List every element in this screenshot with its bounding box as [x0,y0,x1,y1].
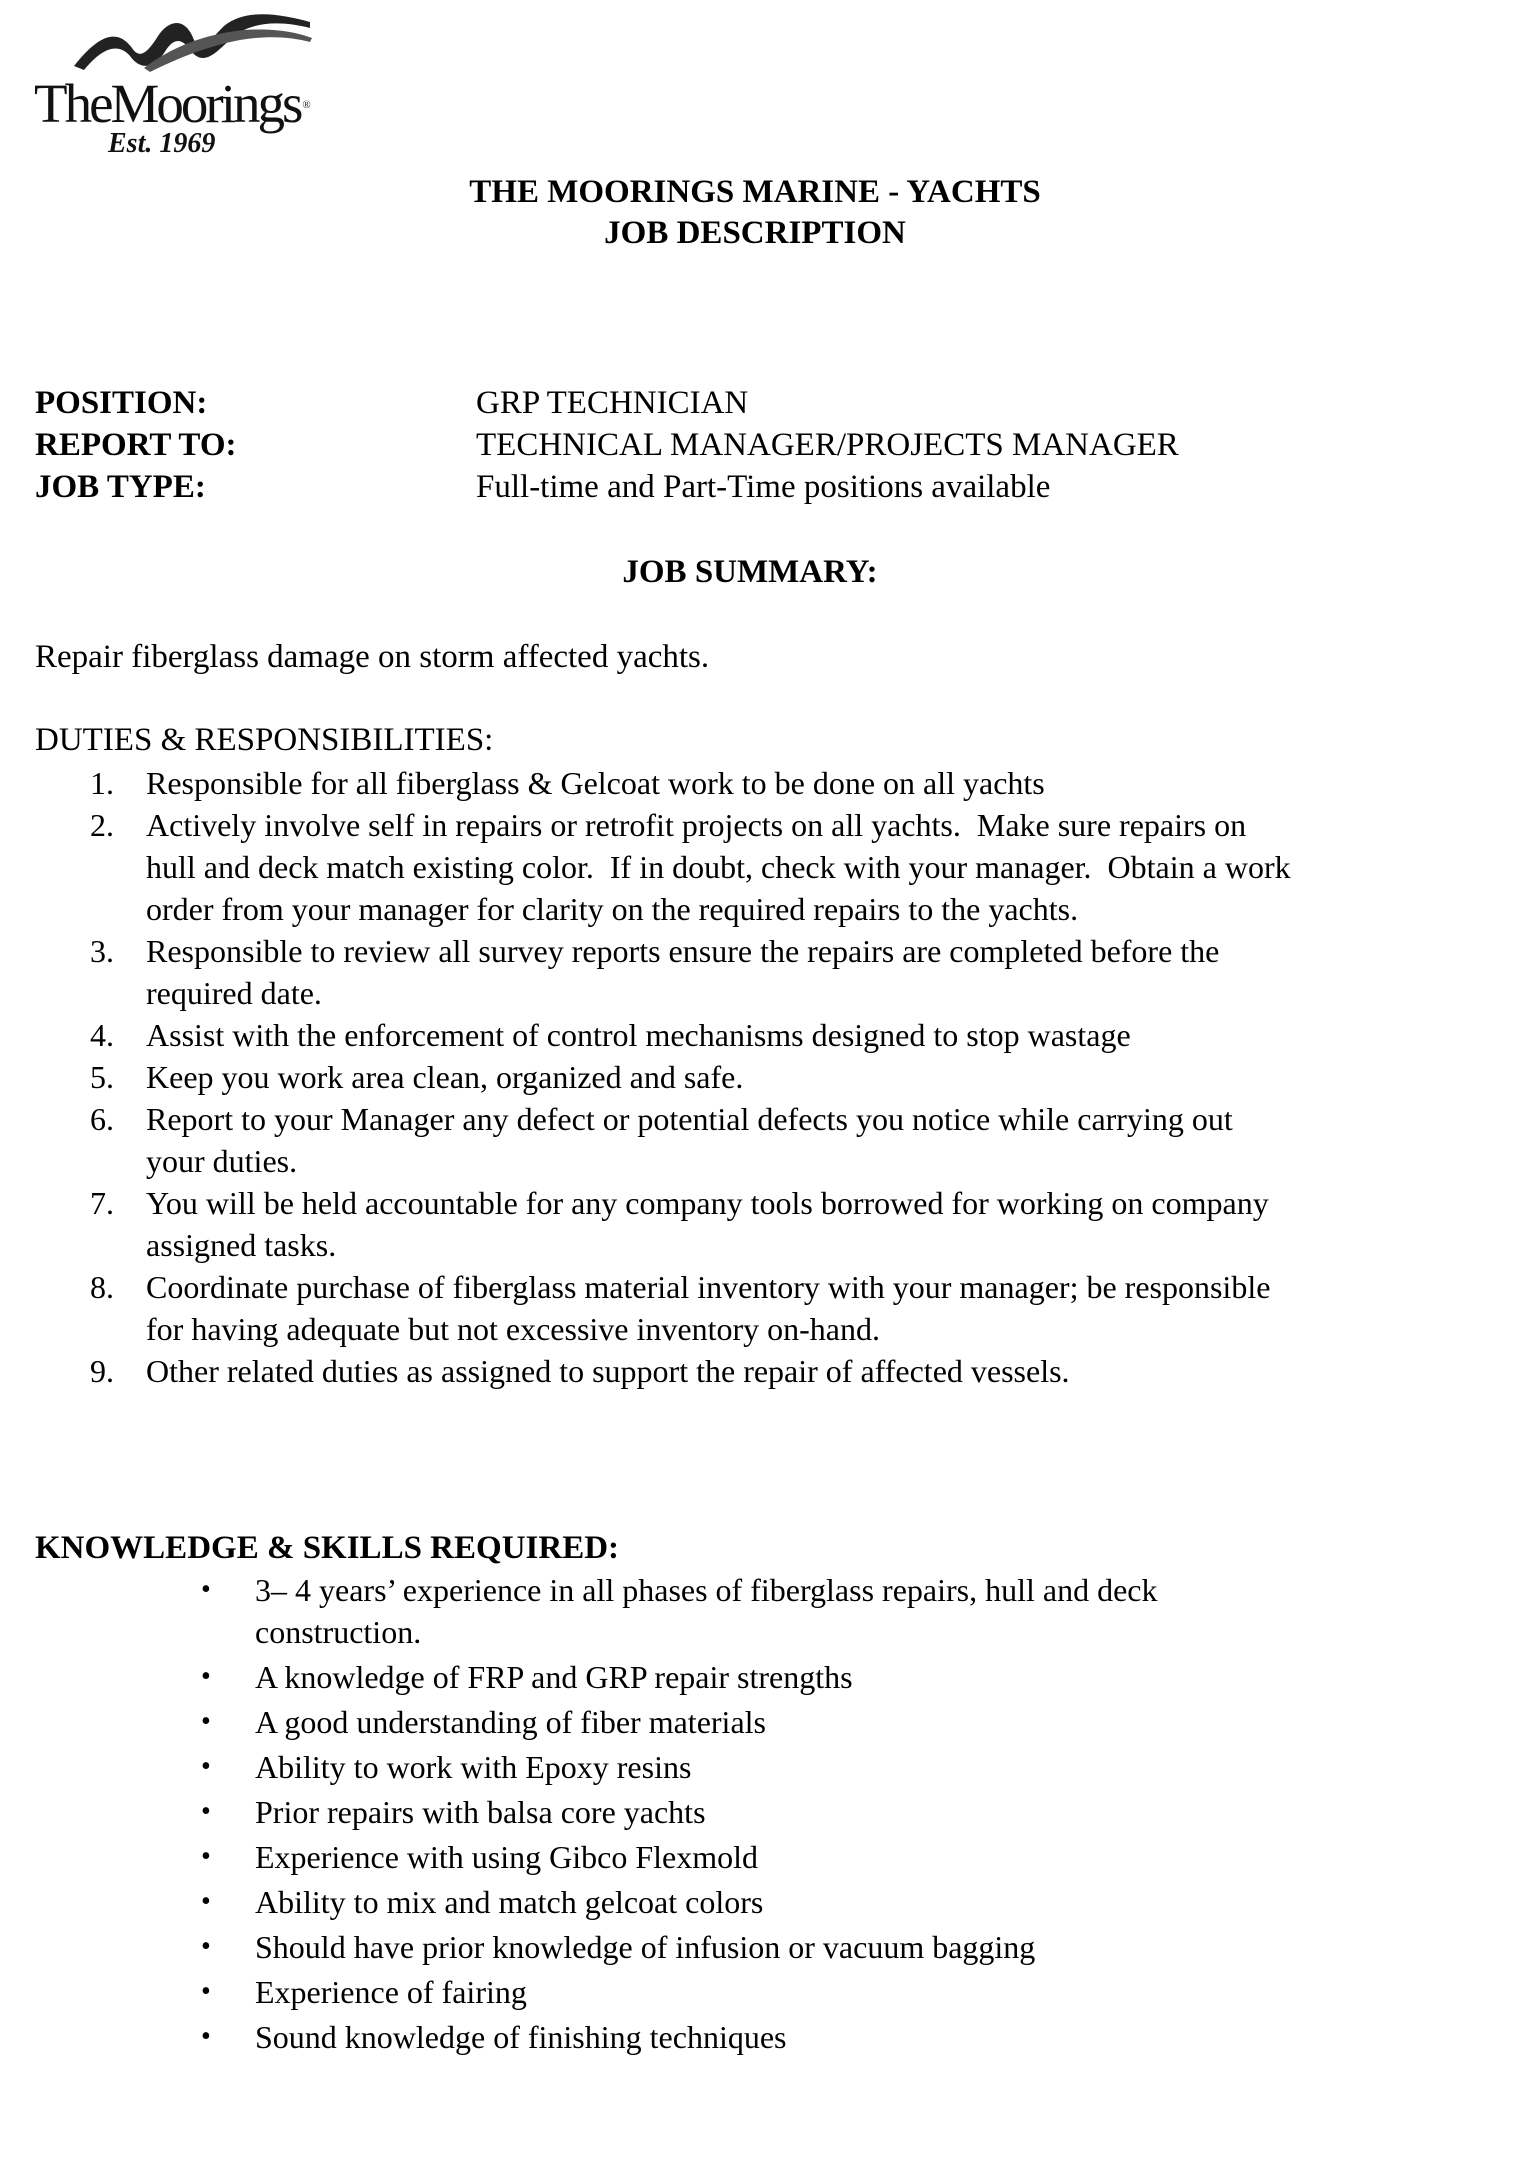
duty-text-line: Actively involve self in repairs or retrofit projects on all yachts. Make sure repairs on [146,807,1247,843]
duty-item [35,762,1485,804]
duty-text-line: Other related duties as assigned to support the repair of affected vessels. [146,1353,1070,1389]
bullet-icon: • [201,2021,211,2052]
duty-text-line: Coordinate purchase of fiberglass material inventory with your manager; be responsible [146,1269,1271,1305]
logo-wordmark: TheMoorings ® [34,73,311,134]
duty-item [35,804,1485,930]
report-to-value: TECHNICAL MANAGER/PROJECTS MANAGER [476,427,1179,463]
job-type-value: Full-time and Part-Time positions available [476,469,1051,505]
job-summary-text: Repair fiberglass damage on storm affected yachts. [35,639,710,675]
skill-text-line: 3– 4 years’ experience in all phases of fiberglass repairs, hull and deck [255,1572,1158,1608]
moorings-logo [34,8,324,158]
duty-item [35,1014,1485,1056]
bullet-icon: • [201,1706,211,1737]
skill-item [35,1836,1335,1878]
duty-number: 8. [90,1269,114,1305]
duty-text-line: hull and deck match existing color. If in doubt, check with your manager. Obtain a work [146,849,1291,885]
bullet-icon: • [201,1574,211,1605]
duties-heading: DUTIES & RESPONSIBILITIES: [35,722,494,758]
skill-item [35,1701,1335,1743]
skill-item [35,1791,1335,1833]
bullet-icon: • [201,1796,211,1827]
duty-number: 4. [90,1017,114,1053]
skill-text-line: construction. [255,1614,422,1650]
duty-number: 9. [90,1353,114,1389]
skill-text-line: Experience of fairing [255,1974,527,2010]
duty-text-line: You will be held accountable for any company tools borrowed for working on company [146,1185,1269,1221]
position-label: POSITION: [35,385,208,421]
skill-text-line: Prior repairs with balsa core yachts [255,1794,706,1830]
skills-list [35,1569,1335,2061]
skill-text-line: Sound knowledge of finishing techniques [255,2019,787,2055]
skill-text-line: Experience with using Gibco Flexmold [255,1839,759,1875]
duty-text-line: assigned tasks. [146,1227,337,1263]
skill-item [35,1881,1335,1923]
duty-item [35,1182,1485,1266]
skill-item [35,1926,1335,1968]
job-summary-heading: JOB SUMMARY: [622,554,878,590]
skill-item [35,1971,1335,2013]
duty-text-line: required date. [146,975,322,1011]
bullet-icon: • [201,1976,211,2007]
logo-established: Est. 1969 [108,128,216,159]
duty-number: 6. [90,1101,114,1137]
wave-logo-icon [74,8,314,78]
job-type-label: JOB TYPE: [35,469,206,505]
duty-text-line: order from your manager for clarity on the required repairs to the yachts. [146,891,1079,927]
skill-text-line: Ability to work with Epoxy resins [255,1749,692,1785]
skills-heading: KNOWLEDGE & SKILLS REQUIRED: [35,1530,620,1566]
skill-item [35,2016,1335,2058]
duties-list [35,762,1485,1392]
duty-item [35,1266,1485,1350]
duty-text-line: your duties. [146,1143,298,1179]
document-title: THE MOORINGS MARINE - YACHTS [469,174,1041,210]
skill-item [35,1746,1335,1788]
duty-number: 2. [90,807,114,843]
position-value: GRP TECHNICIAN [476,385,749,421]
skill-text-line: A good understanding of fiber materials [255,1704,766,1740]
duty-item [35,1098,1485,1182]
duty-text-line: Keep you work area clean, organized and safe. [146,1059,744,1095]
duty-text-line: Responsible for all fiberglass & Gelcoat work to be done on all yachts [146,765,1045,801]
bullet-icon: • [201,1661,211,1692]
duty-item [35,1056,1485,1098]
bullet-icon: • [201,1841,211,1872]
skill-text-line: Should have prior knowledge of infusion or vacuum bagging [255,1929,1036,1965]
bullet-icon: • [201,1931,211,1962]
duty-number: 5. [90,1059,114,1095]
bullet-icon: • [201,1886,211,1917]
skill-item [35,1656,1335,1698]
skill-text-line: Ability to mix and match gelcoat colors [255,1884,764,1920]
skill-text-line: A knowledge of FRP and GRP repair strengths [255,1659,853,1695]
duty-text-line: Report to your Manager any defect or potential defects you notice while carrying out [146,1101,1233,1137]
report-to-label: REPORT TO: [35,427,237,463]
skill-item [35,1569,1335,1653]
duty-text-line: for having adequate but not excessive inventory on-hand. [146,1311,880,1347]
duty-number: 3. [90,933,114,969]
duty-item [35,1350,1485,1392]
duty-item [35,930,1485,1014]
duty-number: 7. [90,1185,114,1221]
duty-text-line: Assist with the enforcement of control mechanisms designed to stop wastage [146,1017,1131,1053]
duty-number: 1. [90,765,114,801]
bullet-icon: • [201,1751,211,1782]
duty-text-line: Responsible to review all survey reports ensure the repairs are completed before the [146,933,1220,969]
document-subtitle: JOB DESCRIPTION [604,215,906,251]
